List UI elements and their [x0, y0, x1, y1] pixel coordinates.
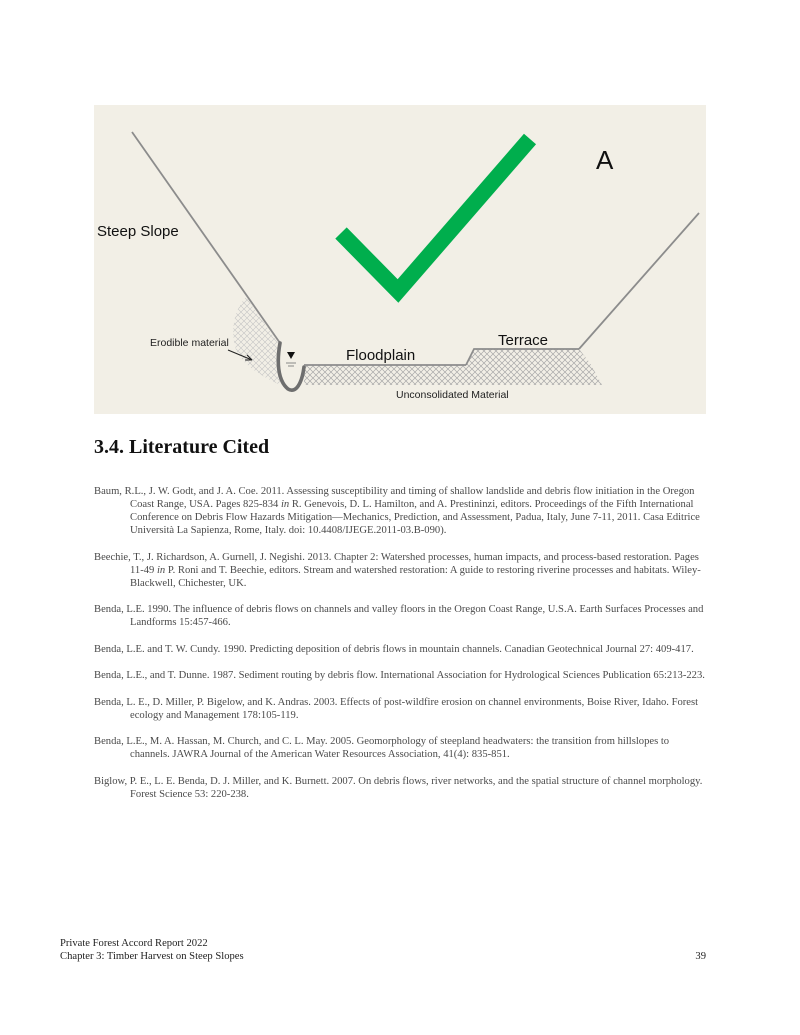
erodible-material-label: Erodible material [150, 337, 229, 349]
floodplain-label: Floodplain [346, 347, 416, 364]
reference-item: Benda, L. E., D. Miller, P. Bigelow, and K. Andras. 2003. Effects of post-wildfire erosion on channel environments, Boise River, Idaho. Forest ecology and Management 178:105-119. [94, 696, 699, 721]
reference-item: Benda, L.E. 1990. The influence of debris flows on channels and valley floors in the Oregon Coast Range, U.S.A. Earth Surfaces Processes and Landforms 15:457-466. [94, 604, 704, 628]
footer-chapter-title: Chapter 3: Timber Harvest on Steep Slopes [60, 950, 244, 962]
reference-item: Beechie, T., J. Richardson, A. Gurnell, J. Negishi. 2013. Chapter 2: Watershed processes, human impacts, and process-based restoration. Pages 11-49 in P. Roni and T. Beechie, editors. Stream and watershed restoration: A guide to restoring riverine processes and habitats. Wiley-Blackwell, Chichester, UK. [94, 551, 701, 589]
channel-bed [278, 343, 304, 390]
reference-item: Baum, R.L., J. W. Godt, and J. A. Coe. 2011. Assessing susceptibility and timing of shallow landslide and debris flow initiation in the Oregon Coast Range, USA. Pages 825-834 in R. Genevois, D. L. Hamilton, and A. Prestininzi, editors. Proceedings of the Fifth International Conference on Debris Flow Hazards Mitigation—Mechanics, Prediction, and Assessment, Padua, Italy, June 7-11, 2011. Casa Editrice Università La Sapienza, Rome, Italy. doi: 10.4408/IJEGE.2011-03.B-090). [94, 486, 700, 536]
reference-list [94, 485, 706, 814]
unconsolidated-material-label: Unconsolidated Material [396, 389, 509, 401]
reference-item: Biglow, P. E., L. E. Benda, D. J. Miller, and K. Burnett. 2007. On debris flows, river networks, and the spatial structure of channel morphology. Forest Science 53: 220-238. [94, 775, 703, 800]
check-mark-icon [341, 139, 530, 291]
channel-diagram-svg [94, 105, 706, 414]
panel-letter: A [596, 145, 614, 175]
right-slope-line [579, 213, 699, 349]
figure-channel-diagram [94, 105, 706, 414]
terrace-label: Terrace [498, 332, 549, 349]
page-number: 39 [695, 951, 706, 962]
reference-item: Benda, L.E., M. A. Hassan, M. Church, and C. L. May. 2005. Geomorphology of steepland headwaters: the transition from hillslopes to channels. JAWRA Journal of the American Water Resources Association, 41(4): 835-851. [94, 736, 670, 760]
steep-slope-label: Steep Slope [97, 223, 179, 240]
water-level-icon [287, 352, 295, 359]
section-heading: 3.4. Literature Cited [94, 436, 270, 458]
reference-item: Benda, L.E. and T. W. Cundy. 1990. Predicting deposition of debris flows in mountain channels. Canadian Geotechnical Journal 27: 409-417. [94, 643, 694, 655]
page-footer [60, 938, 244, 963]
footer-report-title: Private Forest Accord Report 2022 [60, 938, 208, 949]
reference-item: Benda, L.E., and T. Dunne. 1987. Sediment routing by debris flow. International Association for Hydrological Sciences Publication 65:213-223. [94, 670, 705, 681]
